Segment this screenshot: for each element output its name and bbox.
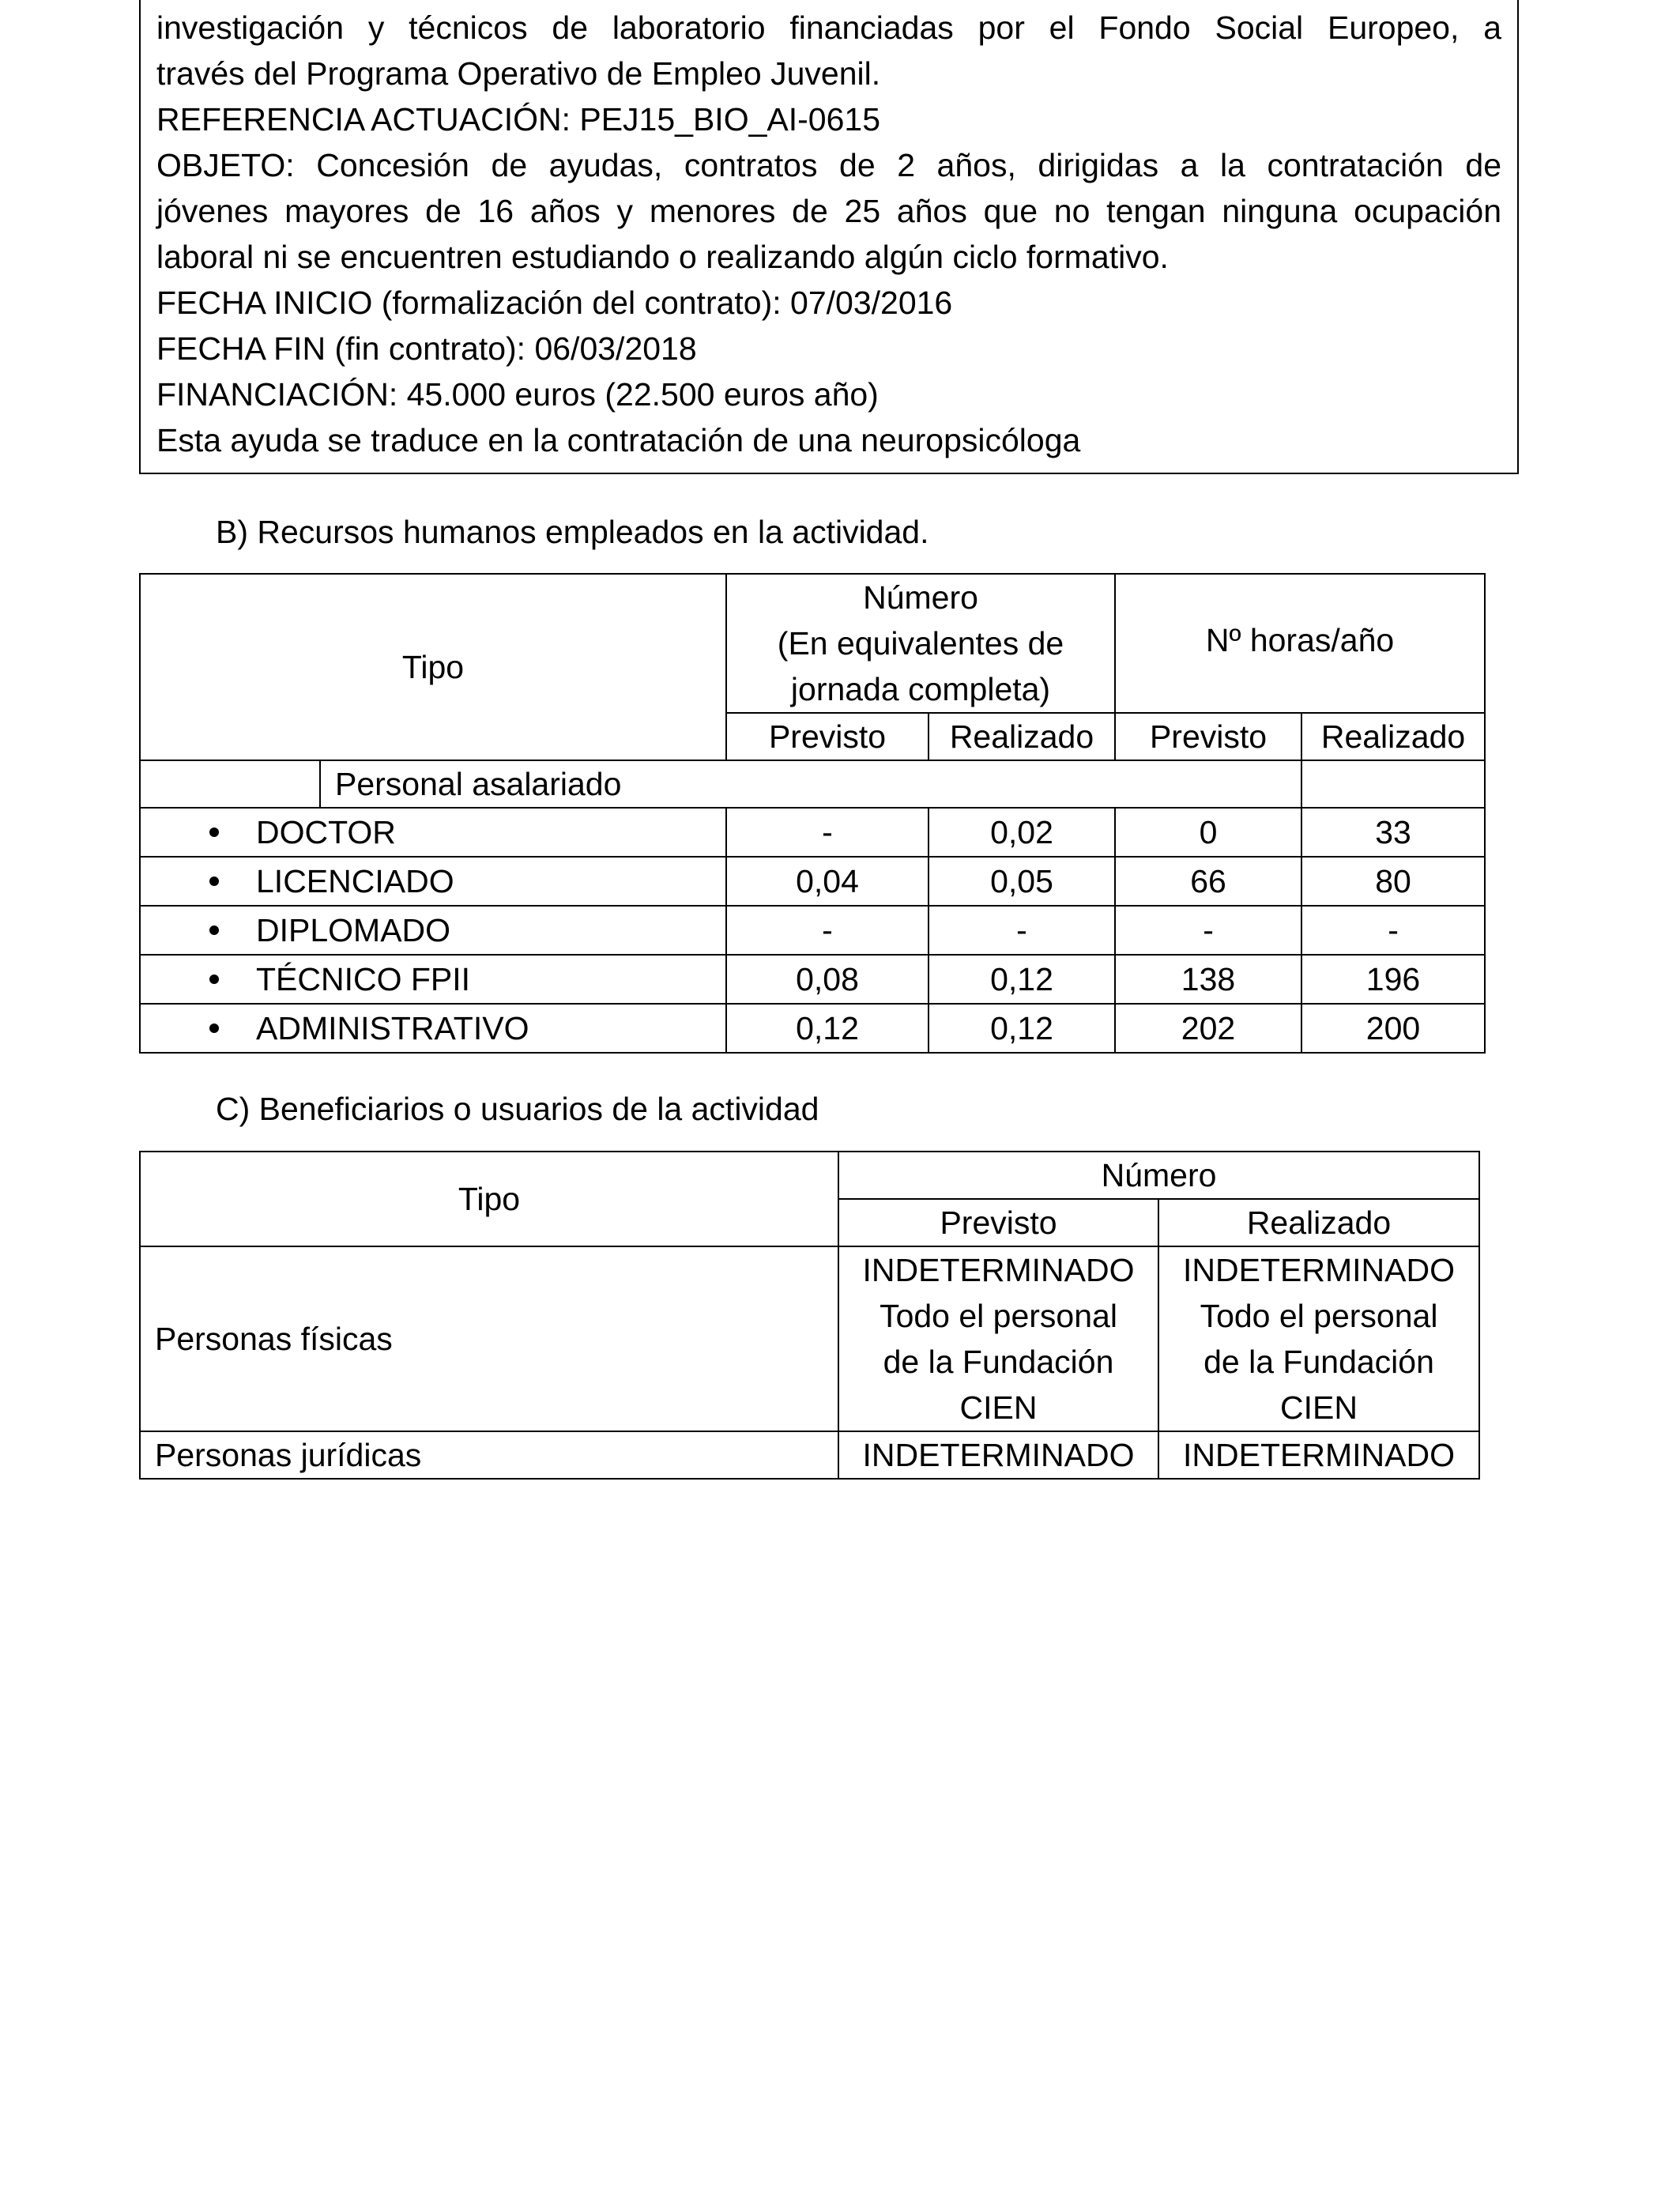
cell-num-realizado: 0,02 <box>929 808 1115 857</box>
header-realizado: Realizado <box>1158 1199 1479 1246</box>
cell-previsto: INDETERMINADO <box>838 1431 1158 1479</box>
header-horas: Nº horas/año <box>1115 574 1485 713</box>
header-realizado: Realizado <box>929 713 1115 760</box>
row-tipo-label: DOCTOR <box>256 814 396 850</box>
cell-horas-previsto: 138 <box>1115 955 1301 1004</box>
header-numero: Número <box>838 1152 1479 1199</box>
cell-horas-realizado: 33 <box>1301 808 1485 857</box>
header-tipo: Tipo <box>140 574 726 760</box>
group-row <box>140 760 1485 808</box>
row-tipo: Personas jurídicas <box>140 1431 838 1479</box>
end-date-line: FECHA FIN (fin contrato): 06/03/2018 <box>156 330 697 367</box>
cell-line: CIEN <box>959 1389 1038 1426</box>
table-header-row <box>140 1152 1479 1199</box>
table-row <box>140 808 1485 857</box>
cell-line: CIEN <box>1280 1389 1358 1426</box>
header-realizado: Realizado <box>1301 713 1485 760</box>
cell-horas-realizado: 196 <box>1301 955 1485 1004</box>
bullet-icon <box>209 876 219 886</box>
cell-previsto <box>838 1246 1158 1431</box>
header-previsto: Previsto <box>1115 713 1301 760</box>
header-numero <box>726 574 1115 713</box>
row-tipo: Personas físicas <box>140 1246 838 1431</box>
row-tipo <box>140 857 726 906</box>
cell-line: Todo el personal <box>880 1298 1117 1334</box>
cell-line: de la Fundación <box>883 1344 1114 1380</box>
row-tipo <box>140 906 726 955</box>
row-tipo <box>140 1004 726 1053</box>
table-row <box>140 1246 1479 1431</box>
header-previsto: Previsto <box>726 713 929 760</box>
table-row <box>140 1004 1485 1053</box>
row-tipo-label: TÉCNICO FPII <box>256 961 471 997</box>
group-label: Personal asalariado <box>320 760 1301 808</box>
cell-horas-realizado: 200 <box>1301 1004 1485 1053</box>
table-row <box>140 955 1485 1004</box>
cell-realizado <box>1158 1246 1479 1431</box>
empty-cell <box>1301 760 1485 808</box>
cell-num-realizado: 0,05 <box>929 857 1115 906</box>
section-c-title: C) Beneficiarios o usuarios de la actividad <box>216 1091 819 1127</box>
table-header-row <box>140 574 1485 713</box>
cell-line: de la Fundación <box>1203 1344 1434 1380</box>
cell-num-previsto: - <box>726 906 929 955</box>
cell-horas-realizado: - <box>1301 906 1485 955</box>
reference-line: REFERENCIA ACTUACIÓN: PEJ15_BIO_AI-0615 <box>156 101 880 138</box>
cell-num-realizado: - <box>929 906 1115 955</box>
header-previsto: Previsto <box>838 1199 1158 1246</box>
object-line: laboral ni se encuentren estudiando o realizando algún ciclo formativo. <box>156 239 1169 275</box>
cell-realizado: INDETERMINADO <box>1158 1431 1479 1479</box>
header-numero-line: Número <box>863 579 978 616</box>
info-line: través del Programa Operativo de Empleo Juvenil. <box>156 55 881 92</box>
row-tipo <box>140 955 726 1004</box>
header-tipo: Tipo <box>140 1152 838 1246</box>
table-row <box>140 1431 1479 1479</box>
bullet-icon <box>209 974 219 984</box>
empty-cell <box>140 760 320 808</box>
beneficiaries-table <box>139 1151 1480 1480</box>
bullet-icon <box>209 925 219 935</box>
project-info-box <box>139 0 1519 474</box>
cell-line: Todo el personal <box>1200 1298 1438 1334</box>
cell-num-realizado: 0,12 <box>929 955 1115 1004</box>
bullet-icon <box>209 1023 219 1033</box>
cell-horas-previsto: 0 <box>1115 808 1301 857</box>
row-tipo-label: ADMINISTRATIVO <box>256 1010 529 1046</box>
cell-num-realizado: 0,12 <box>929 1004 1115 1053</box>
cell-num-previsto: 0,04 <box>726 857 929 906</box>
cell-horas-previsto: 66 <box>1115 857 1301 906</box>
table-row <box>140 857 1485 906</box>
cell-line: INDETERMINADO <box>862 1252 1135 1288</box>
row-tipo <box>140 808 726 857</box>
cell-num-previsto: 0,08 <box>726 955 929 1004</box>
object-line: OBJETO: Concesión de ayudas, contratos de 2 años, dirigidas a la contratación de <box>156 147 1501 183</box>
cell-num-previsto: - <box>726 808 929 857</box>
cell-horas-realizado: 80 <box>1301 857 1485 906</box>
row-tipo-label: LICENCIADO <box>256 863 454 899</box>
header-numero-line: (En equivalentes de <box>777 625 1064 662</box>
table-row <box>140 906 1485 955</box>
header-numero-line: jornada completa) <box>790 671 1051 707</box>
start-date-line: FECHA INICIO (formalización del contrato): 07/03/2016 <box>156 285 953 321</box>
cell-horas-previsto: 202 <box>1115 1004 1301 1053</box>
bullet-icon <box>209 827 219 837</box>
cell-num-previsto: 0,12 <box>726 1004 929 1053</box>
funding-line: FINANCIACIÓN: 45.000 euros (22.500 euros año) <box>156 376 879 413</box>
cell-line: INDETERMINADO <box>1183 1252 1455 1288</box>
object-line: jóvenes mayores de 16 años y menores de 25 años que no tengan ninguna ocupación <box>156 193 1501 229</box>
row-tipo-label: DIPLOMADO <box>256 912 451 948</box>
summary-line: Esta ayuda se traduce en la contratación de una neuropsicóloga <box>156 422 1081 458</box>
cell-horas-previsto: - <box>1115 906 1301 955</box>
human-resources-table <box>139 573 1486 1054</box>
info-line: investigación y técnicos de laboratorio financiadas por el Fondo Social Europeo, a <box>156 9 1501 46</box>
section-b-title: B) Recursos humanos empleados en la actividad. <box>216 514 929 550</box>
